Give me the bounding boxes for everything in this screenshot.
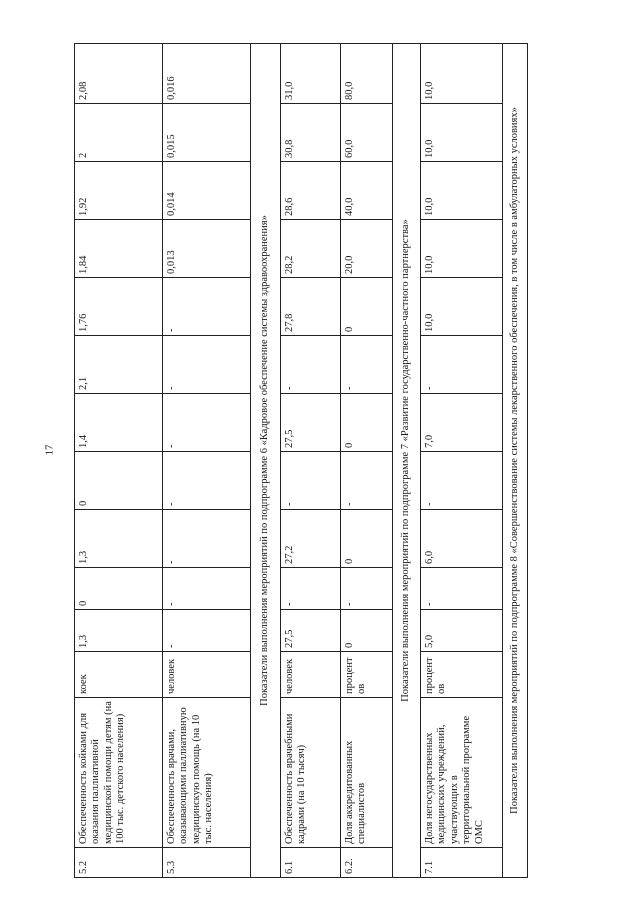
table-row xyxy=(163,44,251,878)
table-row xyxy=(421,44,503,878)
value-cell: 0,016 xyxy=(163,44,251,104)
value-cell: - xyxy=(421,568,503,610)
value-cell: 0 xyxy=(341,394,393,452)
value-cell: - xyxy=(163,568,251,610)
value-cell: 10,0 xyxy=(421,220,503,278)
value-cell: - xyxy=(281,568,341,610)
value-cell: 0 xyxy=(75,568,163,610)
value-cell: 1,4 xyxy=(75,394,163,452)
value-cell: - xyxy=(341,452,393,510)
section-row xyxy=(251,44,281,878)
indicator-name: Обеспеченность врачами, оказывающими паллиативную медицинскую помощь (на 10 тыс. населения) xyxy=(163,698,251,848)
value-cell: 30,8 xyxy=(281,104,341,162)
value-cell: 0,015 xyxy=(163,104,251,162)
value-cell: - xyxy=(341,568,393,610)
value-cell: 27,5 xyxy=(281,610,341,652)
value-cell: 28,2 xyxy=(281,220,341,278)
value-cell: 2,08 xyxy=(75,44,163,104)
value-cell: 7,0 xyxy=(421,394,503,452)
value-cell: - xyxy=(163,394,251,452)
rotated-table-container xyxy=(74,44,520,878)
section-heading: Показатели выполнения мероприятий по подпрограмме 6 «Кадровое обеспечение системы здравоохранения» xyxy=(251,44,281,878)
value-cell: - xyxy=(163,278,251,336)
value-cell: 1,76 xyxy=(75,278,163,336)
indicator-name: Обеспеченность койками для оказания паллиативной медицинской помощи детям (на 100 тыс. детского населения) xyxy=(75,698,163,848)
table-row xyxy=(341,44,393,878)
value-cell: 0,014 xyxy=(163,162,251,220)
value-cell: 0 xyxy=(75,452,163,510)
unit-cell: процентов xyxy=(421,652,503,698)
value-cell: 40,0 xyxy=(341,162,393,220)
value-cell: 0 xyxy=(341,610,393,652)
value-cell: 31,0 xyxy=(281,44,341,104)
indicator-name: Доля негосударственных медицинских учреждений, участвующих в территориальной программе ОМС xyxy=(421,698,503,848)
table-row xyxy=(281,44,341,878)
value-cell: 1,92 xyxy=(75,162,163,220)
table-row xyxy=(75,44,163,878)
row-number: 5.3 xyxy=(163,848,251,878)
indicator-name: Обеспеченность врачебными кадрами (на 10 тысяч) xyxy=(281,698,341,848)
table-body xyxy=(75,44,528,878)
value-cell: 5,0 xyxy=(421,610,503,652)
value-cell: 1,3 xyxy=(75,510,163,568)
value-cell: 0 xyxy=(341,278,393,336)
value-cell: 1,84 xyxy=(75,220,163,278)
value-cell: 27,8 xyxy=(281,278,341,336)
value-cell: 0,013 xyxy=(163,220,251,278)
value-cell: 6,0 xyxy=(421,510,503,568)
section-heading: Показатели выполнения мероприятий по подпрограмме 8 «Совершенствование системы лекарственного обеспечения, в том числе в амбулаторных условиях» xyxy=(503,44,528,878)
value-cell: - xyxy=(163,452,251,510)
value-cell: 20,0 xyxy=(341,220,393,278)
value-cell: 2,1 xyxy=(75,336,163,394)
value-cell: 80,0 xyxy=(341,44,393,104)
row-number: 5.2 xyxy=(75,848,163,878)
value-cell: - xyxy=(421,452,503,510)
value-cell: 28,6 xyxy=(281,162,341,220)
indicator-name: Доля аккредитованных специалистов xyxy=(341,698,393,848)
value-cell: - xyxy=(421,336,503,394)
value-cell: - xyxy=(163,610,251,652)
unit-cell: человек xyxy=(281,652,341,698)
value-cell: - xyxy=(163,336,251,394)
value-cell: 10,0 xyxy=(421,104,503,162)
row-number: 6.2. xyxy=(341,848,393,878)
value-cell: 27,2 xyxy=(281,510,341,568)
unit-cell: коек xyxy=(75,652,163,698)
value-cell: 27,5 xyxy=(281,394,341,452)
value-cell: 1,3 xyxy=(75,610,163,652)
page-number: 17 xyxy=(43,444,56,456)
value-cell: 10,0 xyxy=(421,44,503,104)
indicators-table xyxy=(74,43,528,878)
value-cell: - xyxy=(281,452,341,510)
value-cell: 0 xyxy=(341,510,393,568)
value-cell: - xyxy=(281,336,341,394)
section-row xyxy=(503,44,528,878)
value-cell: 60,0 xyxy=(341,104,393,162)
unit-cell: человек xyxy=(163,652,251,698)
section-row xyxy=(393,44,421,878)
unit-cell: процентов xyxy=(341,652,393,698)
row-number: 6.1 xyxy=(281,848,341,878)
value-cell: 10,0 xyxy=(421,278,503,336)
value-cell: - xyxy=(163,510,251,568)
value-cell: 10,0 xyxy=(421,162,503,220)
value-cell: - xyxy=(341,336,393,394)
section-heading: Показатели выполнения мероприятий по подпрограмме 7 «Развитие государственно-частного партнерства» xyxy=(393,44,421,878)
value-cell: 2 xyxy=(75,104,163,162)
row-number: 7.1 xyxy=(421,848,503,878)
